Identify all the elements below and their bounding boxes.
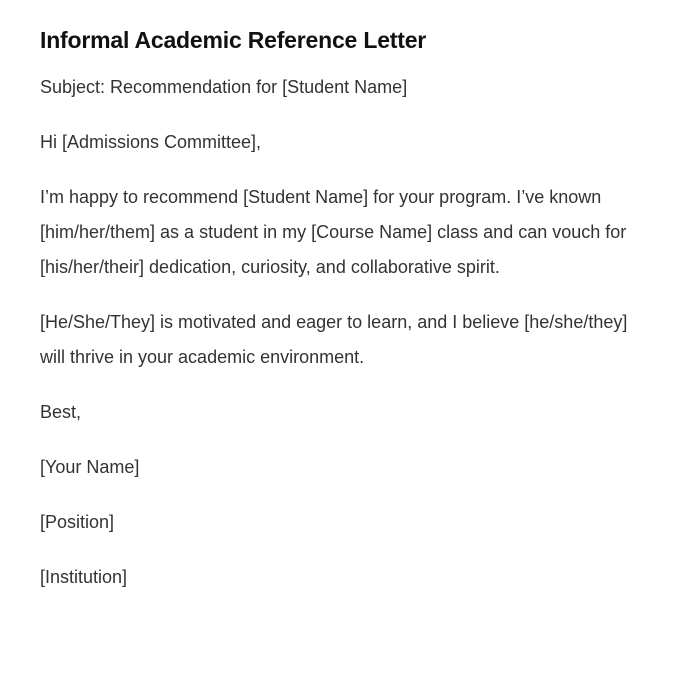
signature-position: [Position] [40,512,115,532]
closing-line: Best, [40,402,82,422]
signature-institution: [Institution] [40,567,128,587]
body-paragraph-1: I’m happy to recommend [Student Name] for your program. I’ve known [him/her/them] as a student in my [Course Name] class and can vouch for [his/her/their] dedication, curiosity, and collaborative spirit. [40,187,627,277]
greeting-line: Hi [Admissions Committee], [40,132,262,152]
body-paragraph-2: [He/She/They] is motivated and eager to learn, and I believe [he/she/they] will thrive in your academic environment. [40,312,628,367]
subject-line: Subject: Recommendation for [Student Name] [40,77,408,97]
signature-name: [Your Name] [40,457,140,477]
document-title: Informal Academic Reference Letter [40,27,427,53]
letter-body [40,70,648,595]
